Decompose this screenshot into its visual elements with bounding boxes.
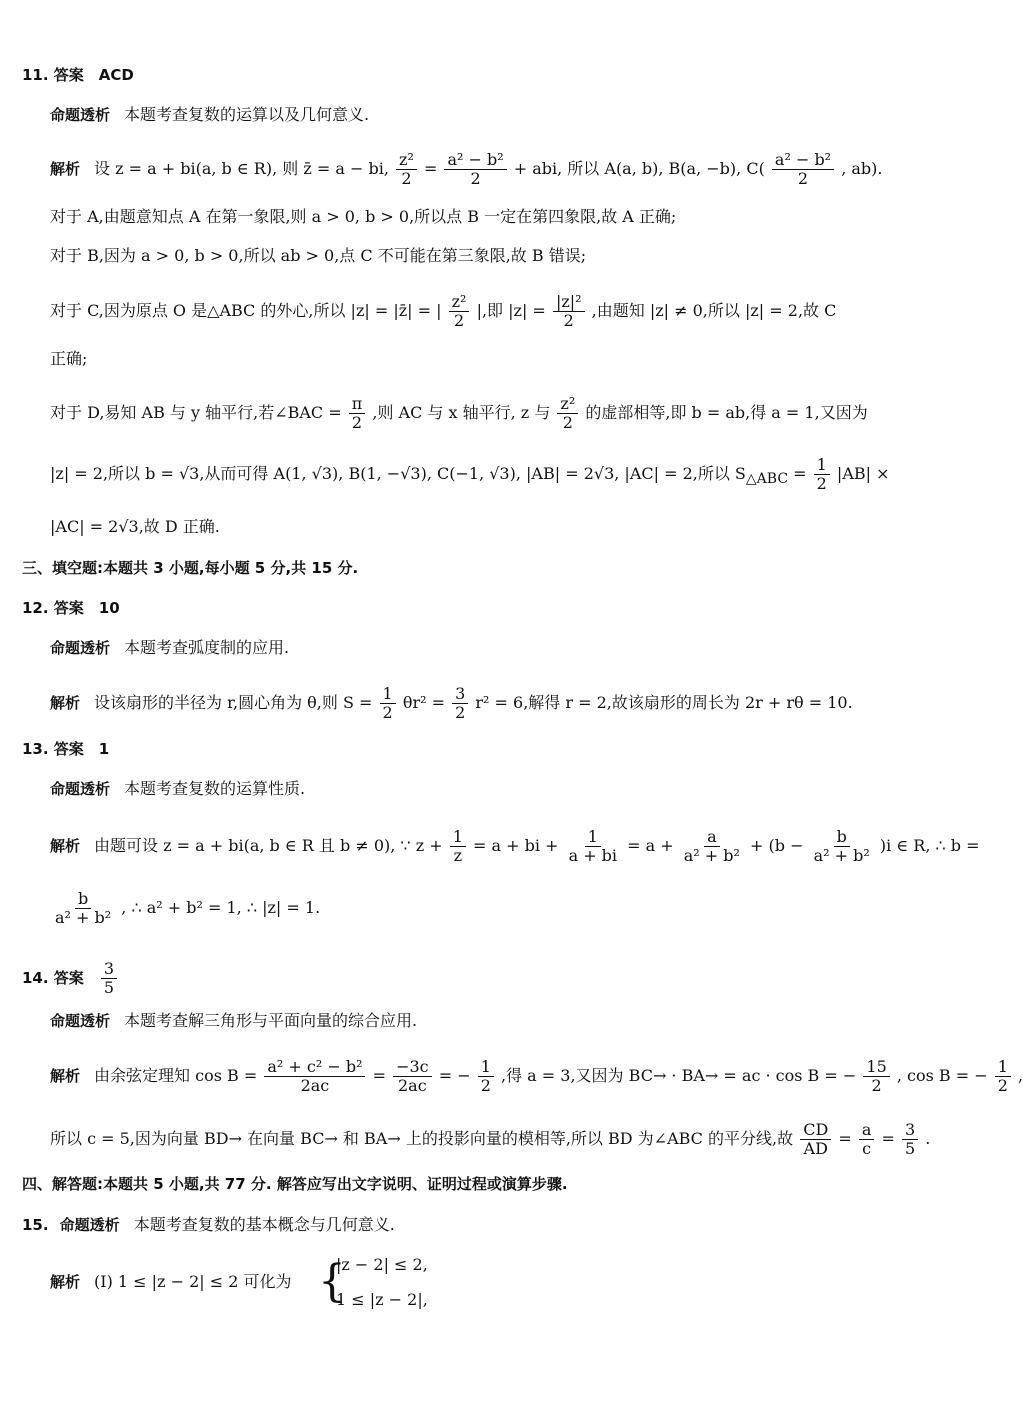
fraction: $\frac{\text{z²}}{2}$ — [396, 151, 417, 188]
q14-line2: 所以 c = 5,因为向量 BD→ 在向量 BC→ 和 BA→ 上的投影向量的模相等,所以 BD 为∠ABC 的平分线,故 $\frac{CD}{AD}$ = $\frac{a}{c}$ = $\frac{3}{5}$ . — [50, 1120, 931, 1158]
section-3-heading: 三、填空题:本题共 3 小题,每小题 5 分,共 15 分. — [22, 559, 359, 577]
fraction: $\frac{\text{z²}}{2}$ — [449, 293, 470, 330]
fraction: $\frac{1}{2}$ — [380, 685, 396, 722]
fraction: $\frac{1}{a + bi}$ — [568, 827, 618, 865]
fraction: $\frac{b}{\text{a² + b²}}$ — [55, 889, 112, 927]
fraction: $\frac{3}{5}$ — [902, 1121, 918, 1158]
q14-mingti: 命题透析 本题考查解三角形与平面向量的综合应用. — [50, 1011, 418, 1030]
fraction: $\frac{\text{a² − b²}}{2}$ — [444, 151, 506, 188]
fraction: $\frac{\text{|z|²}}{2}$ — [553, 293, 585, 330]
q11-mingti: 命题透析 本题考查复数的运算以及几何意义. — [50, 105, 370, 124]
q15-jiexi: 解析 (Ⅰ) 1 ≤ |z − 2| ≤ 2 可化为 — [50, 1272, 292, 1291]
q11-line6: 对于 D,易知 AB 与 y 轴平行,若∠BAC = $\frac{\pi}{2}$ ,则 AC 与 x 轴平行, z 与 $\frac{\text{z²}}{2}$ 的虚部相等,即 b = ab,得 a = 1,又因为 — [50, 394, 868, 432]
q12-mingti: 命题透析 本题考查弧度制的应用. — [50, 638, 290, 657]
q11-line4: 对于 C,因为原点 O 是△ABC 的外心,所以 |z| = |z̄| = | $\frac{\text{z²}}{2}$ |,即 |z| = $\frac{\text{|z|²}}{2}$ ,由题知 |z| ≠ 0,所以 |z| = 2,故 C — [50, 292, 837, 330]
q14-jiexi-line1: 解析 由余弦定理知 cos B = $\frac{\text{a² + c² − b²}}{2ac}$ = $\frac{-3c}{2ac}$ = − $\frac{1}{2}$ ,得 a = 3,又因为 BC→ · BA→ = ac · cos B = − $\frac{15}{2}$ , cos B = − $\frac{1}{2}$ , — [50, 1057, 1023, 1095]
q13-mingti: 命题透析 本题考查复数的运算性质. — [50, 779, 306, 798]
q11-header: 11. 答案 ACD — [22, 66, 134, 84]
fraction: $\frac{1}{2}$ — [814, 456, 830, 493]
fraction: $\frac{1}{z}$ — [450, 828, 466, 865]
q13-line2: $\frac{b}{\text{a² + b²}}$ , ∴ a² + b² = 1, ∴ |z| = 1. — [50, 890, 320, 927]
q11-line3: 对于 B,因为 a > 0, b > 0,所以 ab > 0,点 C 不可能在第三象限,故 B 错误; — [50, 246, 587, 265]
fraction: $\frac{\text{a² − b²}}{2}$ — [772, 151, 834, 188]
fraction: $\frac{15}{2}$ — [863, 1058, 889, 1095]
q12-jiexi: 解析 设该扇形的半径为 r,圆心角为 θ,则 S = $\frac{1}{2}$ θr² = $\frac{3}{2}$ r² = 6,解得 r = 2,故该扇形的周长为 2r + rθ = 10. — [50, 684, 853, 722]
q15-system-line2: 1 ≤ |z − 2|, — [336, 1290, 428, 1309]
q11-line7: |z| = 2,所以 b = √3,从而可得 A(1, √3), B(1, −√3), C(−1, √3), |AB| = 2√3, |AC| = 2,所以 $S_{\triangle ABC}$ = $\frac{1}{2}$ |AB| × — [50, 455, 890, 493]
q13-header: 13. 答案 1 — [22, 740, 110, 758]
fraction: $\frac{a}{\text{a² + b²}}$ — [683, 827, 740, 865]
q14-header: 14. 答案 $\frac{3}{5}$ — [22, 960, 119, 997]
fraction: $\frac{\text{z²}}{2}$ — [557, 395, 578, 432]
q15-system-line1: |z − 2| ≤ 2, — [336, 1255, 428, 1274]
fraction: $\frac{1}{2}$ — [478, 1058, 494, 1095]
q12-header: 12. 答案 10 — [22, 599, 120, 617]
q13-jiexi-line1: 解析 由题可设 z = a + bi(a, b ∈ R 且 b ≠ 0), ∵ z + $\frac{1}{z}$ = a + bi + $\frac{1}{a + bi}$ = a + $\frac{a}{\text{a² + b²}}$ + (b − $\frac{b}{\text{a² + b²}}$ )i ∈ R, ∴ b = — [50, 827, 980, 865]
fraction: $\frac{3}{5}$ — [101, 960, 117, 997]
fraction: $\frac{CD}{AD}$ — [800, 1121, 831, 1158]
q11-line5: 正确; — [50, 349, 88, 368]
fraction: $\frac{\pi}{2}$ — [349, 395, 366, 432]
fraction: $\frac{1}{2}$ — [995, 1058, 1011, 1095]
q11-line2: 对于 A,由题意知点 A 在第一象限,则 a > 0, b > 0,所以点 B 一定在第四象限,故 A 正确; — [50, 207, 677, 226]
q11-line8: |AC| = 2√3,故 D 正确. — [50, 517, 220, 536]
fraction: $\frac{3}{2}$ — [452, 685, 468, 722]
fraction: $\frac{b}{\text{a² + b²}}$ — [813, 827, 870, 865]
fraction: $\frac{\text{a² + c² − b²}}{2ac}$ — [264, 1058, 365, 1095]
q15-system-brace: { — [318, 1256, 346, 1307]
fraction: $\frac{a}{c}$ — [859, 1121, 875, 1158]
q11-jiexi-line1: 解析 设 z = a + bi(a, b ∈ R), 则 z̄ = a − bi, $\frac{\text{z²}}{2}$ = $\frac{\text{a² − b²}}{2}$ + abi, 所以 A(a, b), B(a, −b), C( $\frac{\text{a² − b²}}{2}$ , ab). — [50, 150, 883, 188]
q15-header: 15. 命题透析 本题考查复数的基本概念与几何意义. — [22, 1215, 395, 1234]
section-4-heading: 四、解答题:本题共 5 小题,共 77 分. 解答应写出文字说明、证明过程或演算步骤. — [22, 1175, 568, 1193]
fraction: $\frac{-3c}{2ac}$ — [393, 1058, 432, 1095]
